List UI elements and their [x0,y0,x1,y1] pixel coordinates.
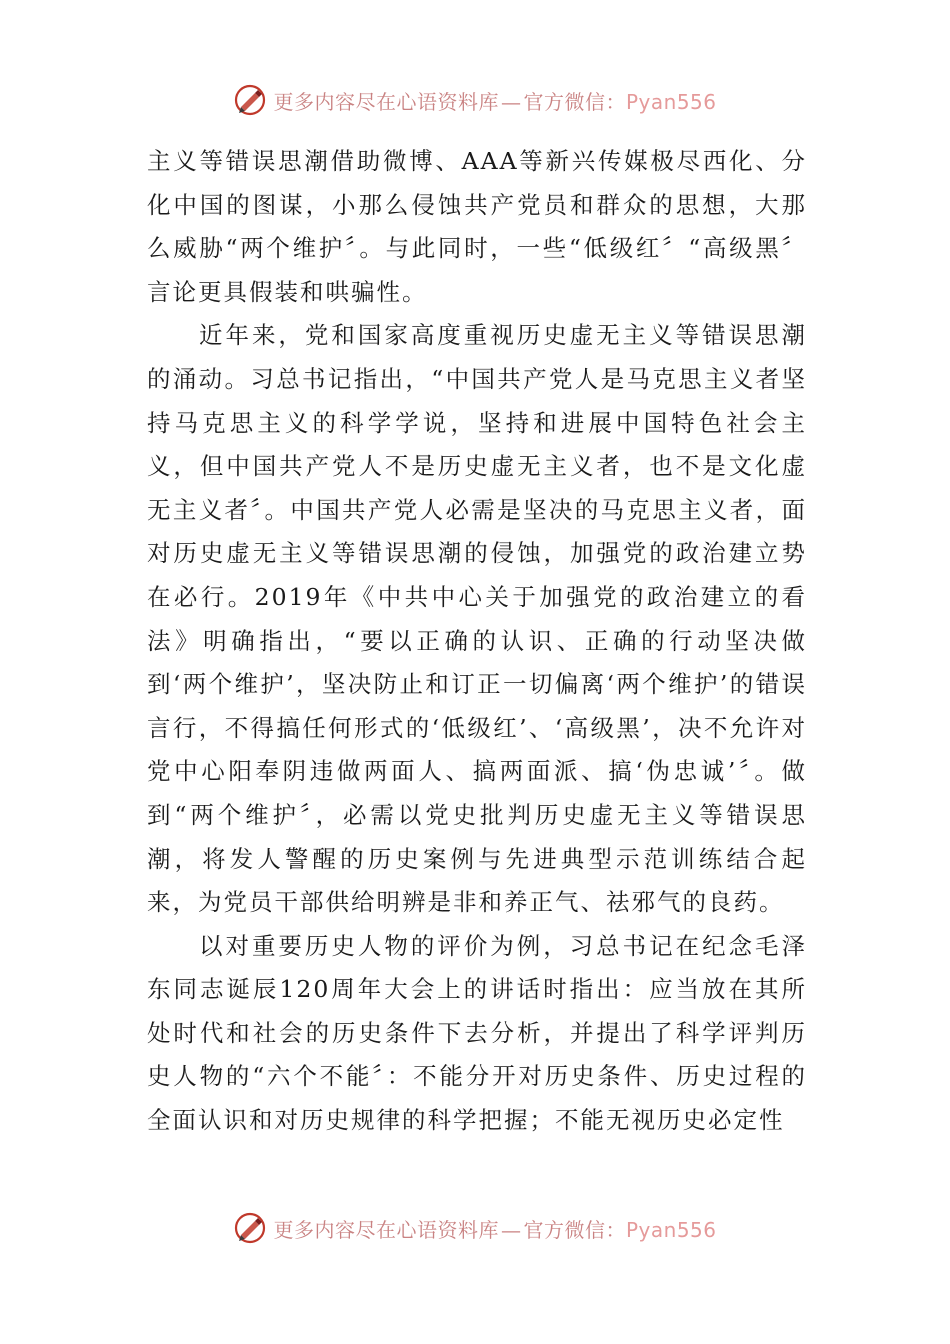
header-library-text: 更多内容尽在心语资料库 [273,89,499,114]
footer-text [273,1214,716,1243]
paragraph-3: 以对重要历史人物的评价为例，习总书记在纪念毛泽东同志诞辰120周年大会上的讲话时指出：应当放在其所处时代和社会的历史条件下去分析，并提出了科学评判历史人物的“六个不能〞：不能分开对历史条件、历史过程的全面认识和对历史规律的科学把握；不能无视历史必定性 [147,931,807,1135]
header-official-label: 官方微信： [523,89,626,114]
header-banner [0,80,950,120]
footer-separator: — [500,1217,522,1242]
paragraph-2: 近年来，党和国家高度重视历史虚无主义等错误思潮的涌动。习总书记指出，“中国共产党人是马克思主义者坚持马克思主义的科学学说，坚持和进展中国特色社会主义，但中国共产党人不是历史虚无主义者，也不是文化虚无主义者〞。中国共产党人必需是坚决的马克思主义者，面对历史虚无主义等错误思潮的侵蚀，加强党的政治建立势在必行。2019年《中共中心关于加强党的政治建立的看法》明确指出，“要以正确的认识、正确的行动坚决做到‘两个维护’，坚决防止和订正一切偏离‘两个维护’的错误言行，不得搞任何形式的‘低级红’、‘高级黑’，决不允许对党中心阳奉阴违做两面人、搞两面派、搞‘伪忠诚’〞。做到“两个维护〞，必需以党史批判历史虚无主义等错误思潮，将发人警醒的历史案例与先进典型示范训练结合起来，为党员干部供给明辨是非和养正气、祛邪气的良药。 [147,321,807,917]
footer-library-text: 更多内容尽在心语资料库 [273,1217,499,1242]
header-text [273,86,716,115]
footer-wechat-id: Pyan556 [625,1217,717,1242]
paragraph-1: 主义等错误思潮借助微博、AAA等新兴传媒极尽西化、分化中国的图谋，小那么侵蚀共产党员和群众的思想，大那么威胁“两个维护〞。与此同时，一些“低级红〞“高级黑〞言论更具假装和哄骗性。 [147,147,807,306]
footer-official-label: 官方微信： [523,1217,626,1242]
header-separator: — [500,89,522,114]
pen-logo-icon [233,83,267,117]
pen-logo-icon [233,1211,267,1245]
document-body [147,140,807,1143]
footer-banner [0,1208,950,1248]
header-wechat-id: Pyan556 [625,89,717,114]
